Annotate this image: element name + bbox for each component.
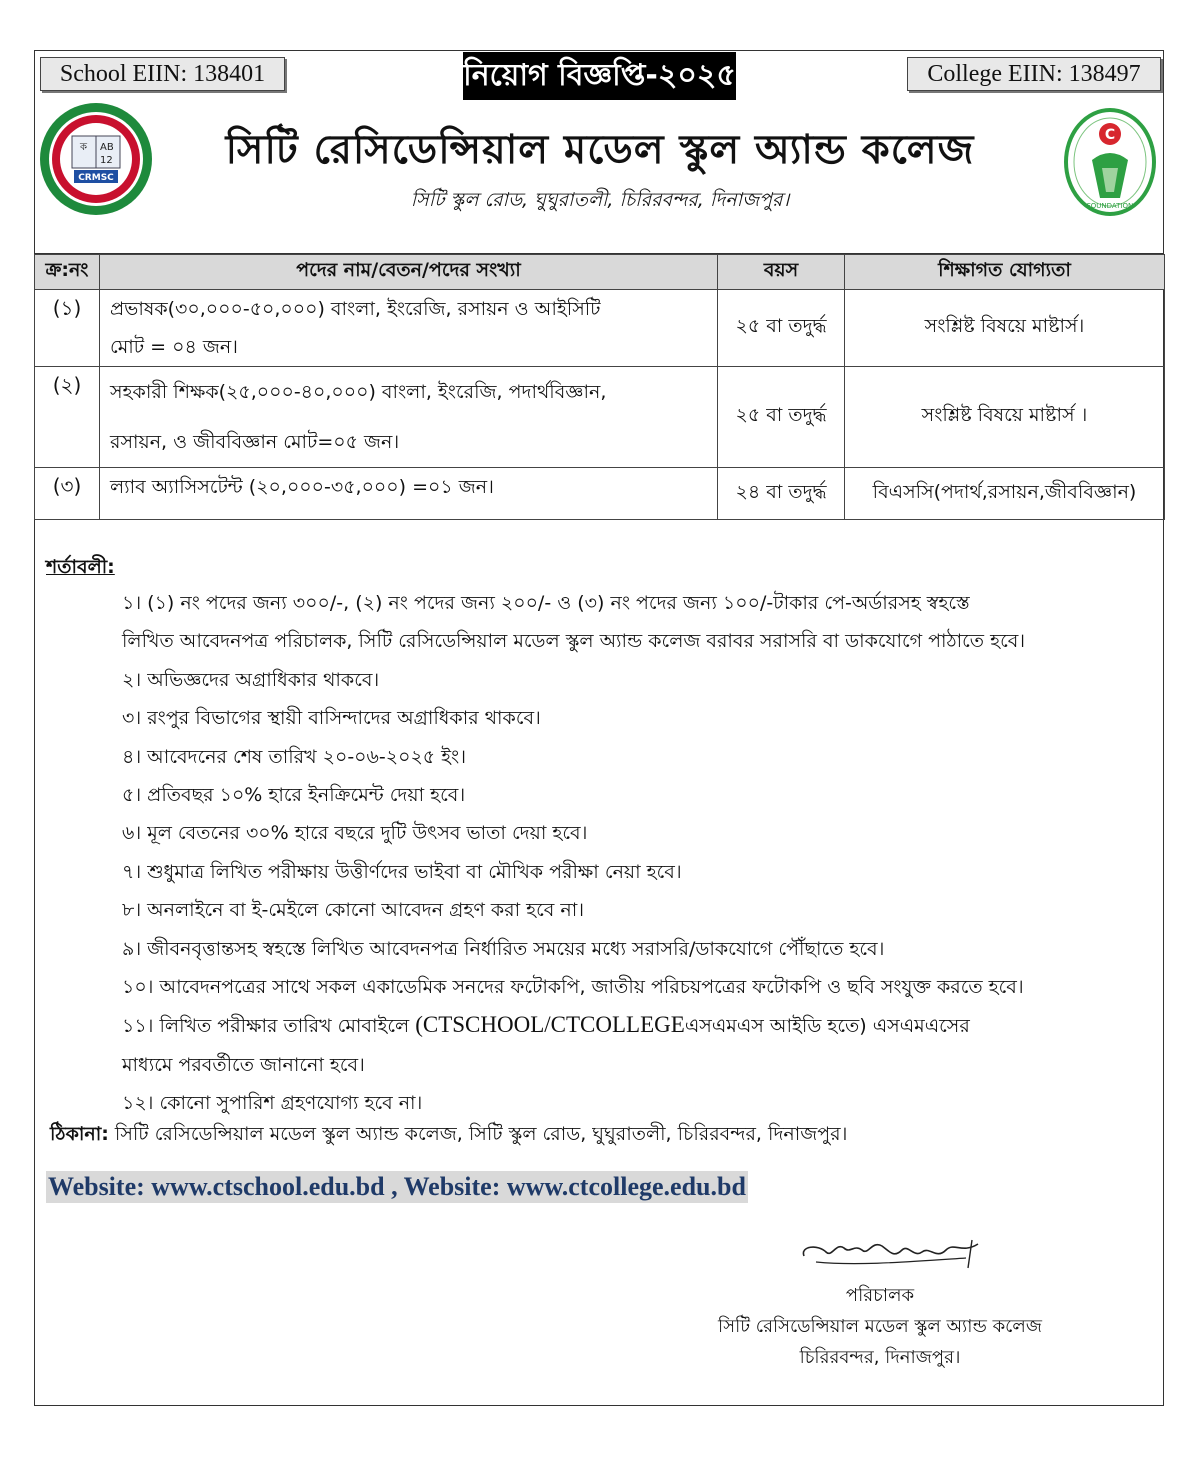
address-label: ঠিকানা: <box>50 1123 109 1145</box>
term-11-text-end: এসএমএস আইডি হতে) এসএমএসের <box>684 1015 970 1038</box>
table-row <box>35 367 1165 468</box>
row-qualification: সংশ্লিষ্ট বিষয়ে মাষ্টার্স । <box>845 367 1165 468</box>
svg-text:FOUNDATION: FOUNDATION <box>1086 202 1134 210</box>
row-post-line1: প্রভাষক(৩০,০০০-৫০,০০০) বাংলা, ইংরেজি, রসায়ন ও আইসিটি <box>110 298 601 320</box>
col-post: পদের নাম/বেতন/পদের সংখ্যা <box>100 255 718 290</box>
svg-text:AB: AB <box>100 142 114 153</box>
row-age: ২৫ বা তদুর্দ্ধ <box>718 367 845 468</box>
signatory-institution: সিটি রেসিডেন্সিয়াল মডেল স্কুল অ্যান্ড কলেজ <box>718 1316 1042 1337</box>
institution-address: সিটি স্কুল রোড, ঘুঘুরাতলী, চিরিরবন্দর, দিনাজপুর। <box>410 189 790 211</box>
address-text: সিটি রেসিডেন্সিয়াল মডেল স্কুল অ্যান্ড কলেজ, সিটি স্কুল রোড, ঘুঘুরাতলী, চিরিরবন্দর, দিনাজপুর। <box>108 1123 848 1145</box>
website-line: Website: www.ctschool.edu.bd , Website: www.ctcollege.edu.bd <box>48 1172 746 1201</box>
term-9: ৯। জীবনবৃত্তান্তসহ স্বহস্তে লিখিত আবেদনপত্র নির্ধারিত সময়ের মধ্যে সরাসরি/ডাকযোগে পৌঁছাতে হবে। <box>122 937 885 960</box>
row-post <box>100 468 718 520</box>
row-qualification: সংশ্লিষ্ট বিষয়ে মাষ্টার্স। <box>845 290 1165 367</box>
row-age: ২৫ বা তদুর্দ্ধ <box>718 290 845 367</box>
notice-title: নিয়োগ বিজ্ঞপ্তি-২০২৫ <box>463 52 736 100</box>
svg-text:C: C <box>1104 127 1116 143</box>
signatory-location: চিরিরবন্দর, দিনাজপুর। <box>799 1347 961 1368</box>
school-crest-icon <box>36 100 156 218</box>
term-6: ৬। মূল বেতনের ৩০% হারে বছরে দুটি উৎসব ভাতা দেয়া হবে। <box>122 822 588 845</box>
term-11-text: ১১। লিখিত পরীক্ষার তারিখ মোবাইলে <box>122 1015 416 1038</box>
terms-heading: শর্তাবলী: <box>46 556 115 578</box>
term-11 <box>122 1006 1162 1045</box>
row-post-line2: রসায়ন, ও জীববিজ্ঞান মোট=০৫ জন। <box>110 431 400 453</box>
table-row <box>35 468 1165 520</box>
row-post-line1: সহকারী শিক্ষক(২৫,০০০-৪০,০০০) বাংলা, ইংরেজি, পদার্থবিজ্ঞান, <box>110 381 607 403</box>
term-2: ২। অভিজ্ঞদের অগ্রাধিকার থাকবে। <box>122 668 380 691</box>
term-5: ৫। প্রতিবছর ১০% হারে ইনক্রিমেন্ট দেয়া হবে। <box>122 784 466 807</box>
college-eiin-box: College EIIN: 138497 <box>907 57 1161 91</box>
terms-list <box>122 584 1162 1123</box>
row-qualification: বিএসসি(পদার্থ,রসায়ন,জীববিজ্ঞান) <box>845 468 1165 520</box>
row-post <box>100 367 718 468</box>
institution-name: সিটি রেসিডেন্সিয়াল মডেল স্কুল অ্যান্ড কলেজ <box>225 127 975 173</box>
col-qualification: শিক্ষাগত যোগ্যতা <box>845 255 1165 290</box>
signature-icon <box>796 1232 986 1276</box>
term-7: ৭। শুধুমাত্র লিখিত পরীক্ষায় উত্তীর্ণদের ভাইবা বা মৌখিক পরীক্ষা নেয়া হবে। <box>122 860 682 883</box>
row-post-line1: ল্যাব অ্যাসিসটেন্ট (২০,০০০-৩৫,০০০) =০১ জন। <box>110 476 494 498</box>
table-row <box>35 290 1165 367</box>
row-serial: (২) <box>35 367 100 468</box>
signatory-block <box>680 1280 1080 1373</box>
term-8: ৮। অনলাইনে বা ই-মেইলে কোনো আবেদন গ্রহণ করা হবে না। <box>122 899 585 922</box>
row-serial: (৩) <box>35 468 100 520</box>
term-10: ১০। আবেদনপত্রের সাথে সকল একাডেমিক সনদের ফটোকপি, জাতীয় পরিচয়পত্রের ফটোকপি ও ছবি সংযুক্ত করতে হবে। <box>122 976 1024 999</box>
svg-text:ক: ক <box>80 142 87 153</box>
term-3: ৩। রংপুর বিভাগের স্থায়ী বাসিন্দাদের অগ্রাধিকার থাকবে। <box>122 707 541 730</box>
vacancy-table <box>34 254 1165 520</box>
row-post-line2: মোট = ০৪ জন। <box>110 336 238 358</box>
term-1: ১। (১) নং পদের জন্য ৩০০/-, (২) নং পদের জন্য ২০০/- ও (৩) নং পদের জন্য ১০০/-টাকার পে-অর্ডারসহ স্বহস্তে <box>122 592 970 614</box>
row-post <box>100 290 718 367</box>
term-12: ১২। কোনো সুপারিশ গ্রহণযোগ্য হবে না। <box>122 1092 423 1115</box>
svg-text:12: 12 <box>100 155 113 166</box>
term-1-cont: লিখিত আবেদনপত্র পরিচালক, সিটি রেসিডেন্সিয়াল মডেল স্কুল অ্যান্ড কলেজ বরাবর সরাসরি বা ডাকযোগে পাঠাতে হবে। <box>122 630 1026 653</box>
signatory-title: পরিচালক <box>845 1285 915 1306</box>
row-serial: (১) <box>35 290 100 367</box>
term-11-cont: মাধ্যমে পরবর্তীতে জানানো হবে। <box>122 1053 365 1076</box>
svg-text:CRMSC: CRMSC <box>78 173 114 183</box>
col-age: বয়স <box>718 255 845 290</box>
row-age: ২৪ বা তদুর্দ্ধ <box>718 468 845 520</box>
col-serial: ক্র:নং <box>35 255 100 290</box>
foundation-emblem-icon <box>1062 108 1158 216</box>
contact-address <box>50 1120 847 1152</box>
school-eiin-box: School EIIN: 138401 <box>40 57 285 91</box>
term-4: ৪। আবেদনের শেষ তারিখ ২০-০৬-২০২৫ ইং। <box>122 745 467 768</box>
table-header-row <box>35 255 1165 290</box>
sms-sender-id: (CTSCHOOL/CTCOLLEGE <box>415 1012 685 1038</box>
